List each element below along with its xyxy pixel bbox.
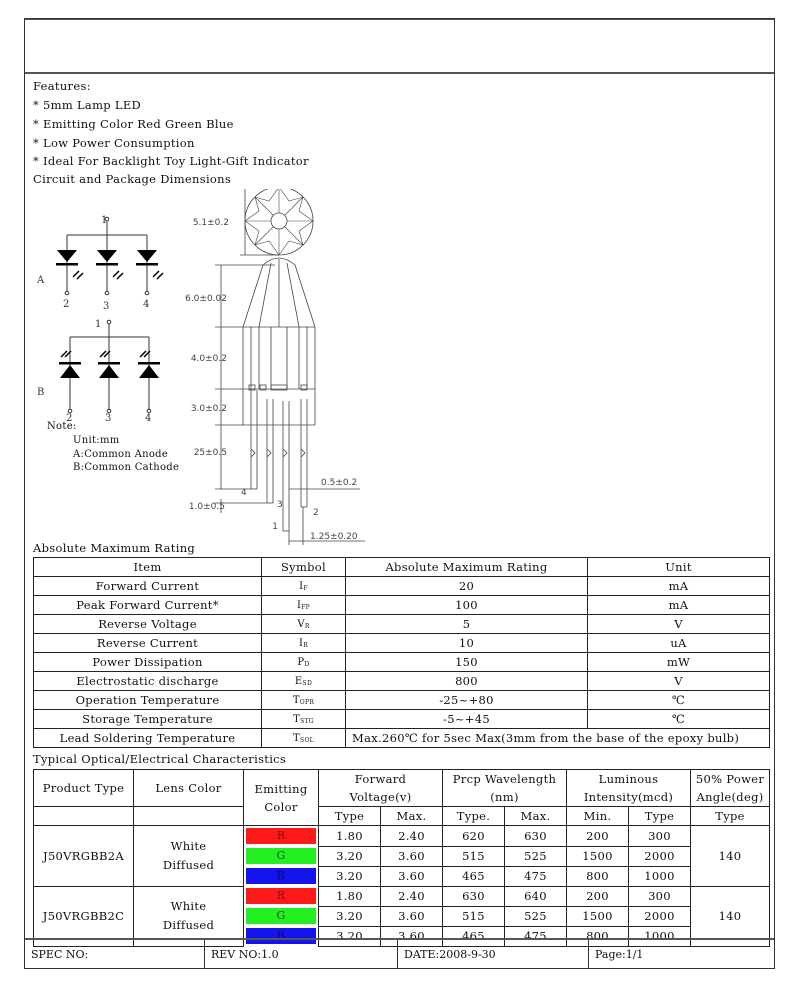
sub-header: Type.: [443, 807, 505, 826]
col-header: Product Type: [34, 770, 134, 807]
schematic-common-anode: [25, 199, 185, 319]
table-row: [34, 710, 770, 729]
color-swatch-r: R: [246, 828, 316, 844]
note-title: Note:: [47, 421, 77, 432]
table-row: [34, 886, 770, 906]
table-row: [34, 596, 770, 615]
abs-max-title: Absolute Maximum Rating: [33, 541, 196, 555]
wl-type-cell: 620: [443, 826, 505, 847]
sub-header: Max.: [381, 807, 443, 826]
col-header: Lens Color: [134, 770, 244, 807]
li-min-cell: 800: [567, 866, 629, 886]
wl-max-cell: 475: [505, 926, 567, 946]
pin-label: 3: [103, 301, 110, 312]
col-header: Luminous Intensity(mcd): [567, 770, 691, 807]
color-swatch-g: G: [246, 908, 316, 924]
symbol-cell: $I_R$: [262, 634, 346, 653]
wl-max-cell: 525: [505, 906, 567, 926]
sub-header: Max.: [505, 807, 567, 826]
col-header: Forward Voltage(v): [319, 770, 443, 807]
schematic-label: B: [37, 387, 45, 398]
fv-max-cell: 3.60: [381, 846, 443, 866]
pin-label: 4: [145, 413, 152, 421]
sub-header: Type: [691, 807, 770, 826]
symbol-cell: $I_F$: [262, 577, 346, 596]
value-cell: -25~+80: [346, 691, 588, 710]
lead-label: 4: [241, 488, 247, 498]
dim-lead-width: 0.5±0.2: [321, 478, 358, 488]
page-number: Page:1/1: [595, 947, 644, 961]
optical-title: Typical Optical/Electrical Characteristics: [33, 752, 287, 766]
wl-max-cell: 475: [505, 866, 567, 886]
lens-color-cell: White Diffused: [134, 886, 244, 946]
abs-max-table: [33, 557, 770, 748]
item-cell: Forward Current: [34, 577, 262, 596]
feature-item: * Low Power Consumption: [33, 136, 195, 150]
wl-type-cell: 465: [443, 866, 505, 886]
fv-type-cell: 1.80: [319, 886, 381, 906]
dim-flange-height: 3.0±0.2: [190, 404, 227, 414]
fv-type-cell: 1.80: [319, 826, 381, 847]
color-swatch-b: B: [246, 868, 316, 884]
feature-item: * Emitting Color Red Green Blue: [33, 117, 234, 131]
product-type-cell: J50VRGBB2C: [34, 886, 134, 946]
dim-diameter: 5.1±0.2: [192, 218, 229, 228]
symbol-cell: $V_R$: [262, 615, 346, 634]
dim-dome-height: 6.0±0.02: [185, 294, 227, 304]
value-cell: 150: [346, 653, 588, 672]
lead-label: 3: [277, 500, 283, 510]
unit-cell: uA: [588, 634, 770, 653]
features-title: Features:: [33, 79, 91, 93]
item-cell: Storage Temperature: [34, 710, 262, 729]
spec-no: SPEC NO:: [25, 940, 205, 968]
wl-max-cell: 640: [505, 886, 567, 906]
unit-cell: V: [588, 615, 770, 634]
pin-label: 4: [143, 299, 150, 310]
emitting-color-cell: [244, 906, 319, 926]
fv-max-cell: 2.40: [381, 826, 443, 847]
wl-type-cell: 465: [443, 926, 505, 946]
item-cell: Operation Temperature: [34, 691, 262, 710]
sub-header: Type: [319, 807, 381, 826]
item-cell: Peak Forward Current*: [34, 596, 262, 615]
li-min-cell: 1500: [567, 906, 629, 926]
unit-cell: mW: [588, 653, 770, 672]
fv-type-cell: 3.20: [319, 846, 381, 866]
table-row: [34, 615, 770, 634]
fv-type-cell: 3.20: [319, 926, 381, 946]
value-cell: 20: [346, 577, 588, 596]
product-type-cell: J50VRGBB2A: [34, 826, 134, 887]
li-min-cell: 200: [567, 826, 629, 847]
col-header: 50% Power Angle(deg): [691, 770, 770, 807]
item-cell: Electrostatic discharge: [34, 672, 262, 691]
unit-cell: ℃: [588, 710, 770, 729]
item-cell: Reverse Current: [34, 634, 262, 653]
li-type-cell: 2000: [629, 906, 691, 926]
angle-cell: 140: [691, 886, 770, 946]
schematic-common-cathode: [25, 311, 185, 421]
note-line: B:Common Cathode: [73, 462, 180, 473]
li-min-cell: 200: [567, 886, 629, 906]
schematic-label: A: [37, 275, 45, 286]
col-header: Emitting Color: [244, 770, 319, 826]
feature-item: * Ideal For Backlight Toy Light-Gift Indicator: [33, 154, 309, 168]
lead-label: 1: [272, 522, 278, 532]
fv-type-cell: 3.20: [319, 866, 381, 886]
sub-header: Type: [629, 807, 691, 826]
rev-no: REV NO:1.0: [205, 940, 398, 968]
li-type-cell: 300: [629, 826, 691, 847]
col-header: Item: [34, 558, 262, 577]
dim-lead-length: 25±0.5: [193, 448, 227, 458]
dim-body-height: 4.0±0.2: [190, 354, 227, 364]
header-box: [25, 19, 774, 74]
table-row: [34, 577, 770, 596]
table-row: [34, 634, 770, 653]
footer-bar: [25, 938, 774, 968]
col-header-spacer: [34, 807, 134, 826]
value-cell: 5: [346, 615, 588, 634]
emitting-color-cell: [244, 886, 319, 906]
emitting-color-cell: [244, 866, 319, 886]
symbol-cell: $T_{STG}$: [262, 710, 346, 729]
fv-max-cell: 3.60: [381, 866, 443, 886]
angle-cell: 140: [691, 826, 770, 887]
package-dimension-drawing: [185, 189, 405, 549]
fv-max-cell: 2.40: [381, 886, 443, 906]
fv-max-cell: 3.60: [381, 926, 443, 946]
symbol-cell: $P_D$: [262, 653, 346, 672]
fv-type-cell: 3.20: [319, 906, 381, 926]
wl-max-cell: 630: [505, 826, 567, 847]
table-row: [34, 729, 770, 748]
pin-label: 3: [105, 413, 112, 421]
unit-cell: mA: [588, 596, 770, 615]
symbol-cell: $T_{SOL}$: [262, 729, 346, 748]
wl-type-cell: 515: [443, 906, 505, 926]
circuit-title: Circuit and Package Dimensions: [33, 172, 232, 186]
unit-cell: ℃: [588, 691, 770, 710]
optical-table: [33, 769, 770, 947]
date: DATE:2008-9-30: [398, 940, 589, 968]
lens-color-cell: White Diffused: [134, 826, 244, 887]
dim-lead-offset: 1.0±0.5: [188, 502, 225, 512]
wl-type-cell: 630: [443, 886, 505, 906]
color-swatch-b: B: [246, 928, 316, 944]
item-cell: Reverse Voltage: [34, 615, 262, 634]
lens-pattern: [245, 189, 313, 255]
pin-label: 2: [66, 413, 73, 421]
li-type-cell: 1000: [629, 926, 691, 946]
table-row: [34, 672, 770, 691]
emitting-color-cell: [244, 826, 319, 847]
value-cell: 100: [346, 596, 588, 615]
note-line: Unit:mm: [73, 435, 120, 446]
col-header-spacer: [134, 807, 244, 826]
pin-label: 1: [95, 319, 102, 330]
wl-max-cell: 525: [505, 846, 567, 866]
pin-label: 1: [101, 215, 108, 226]
value-cell: Max.260℃ for 5sec Max(3mm from the base of the epoxy bulb): [346, 729, 770, 748]
value-cell: 10: [346, 634, 588, 653]
color-swatch-r: R: [246, 888, 316, 904]
table-row: [34, 653, 770, 672]
table-row: [34, 691, 770, 710]
li-min-cell: 800: [567, 926, 629, 946]
wl-type-cell: 515: [443, 846, 505, 866]
item-cell: Power Dissipation: [34, 653, 262, 672]
unit-cell: V: [588, 672, 770, 691]
table-row: [34, 826, 770, 847]
value-cell: 800: [346, 672, 588, 691]
symbol-cell: $I_{FP}$: [262, 596, 346, 615]
dim-lead-pitch: 1.25±0.20: [310, 532, 358, 542]
item-cell: Lead Soldering Temperature: [34, 729, 262, 748]
unit-cell: mA: [588, 577, 770, 596]
lead-label: 2: [313, 508, 319, 518]
li-type-cell: 300: [629, 886, 691, 906]
col-header: Prcp Wavelength (nm): [443, 770, 567, 807]
value-cell: -5~+45: [346, 710, 588, 729]
sub-header: Min.: [567, 807, 629, 826]
note-line: A:Common Anode: [73, 449, 169, 460]
col-header: Symbol: [262, 558, 346, 577]
feature-item: * 5mm Lamp LED: [33, 98, 142, 112]
fv-max-cell: 3.60: [381, 906, 443, 926]
li-type-cell: 2000: [629, 846, 691, 866]
li-type-cell: 1000: [629, 866, 691, 886]
col-header: Unit: [588, 558, 770, 577]
li-min-cell: 1500: [567, 846, 629, 866]
pin-label: 2: [63, 299, 70, 310]
symbol-cell: $T_{OPR}$: [262, 691, 346, 710]
datasheet-page: [24, 18, 775, 969]
color-swatch-g: G: [246, 848, 316, 864]
col-header: Absolute Maximum Rating: [346, 558, 588, 577]
symbol-cell: $E_{SD}$: [262, 672, 346, 691]
emitting-color-cell: [244, 846, 319, 866]
